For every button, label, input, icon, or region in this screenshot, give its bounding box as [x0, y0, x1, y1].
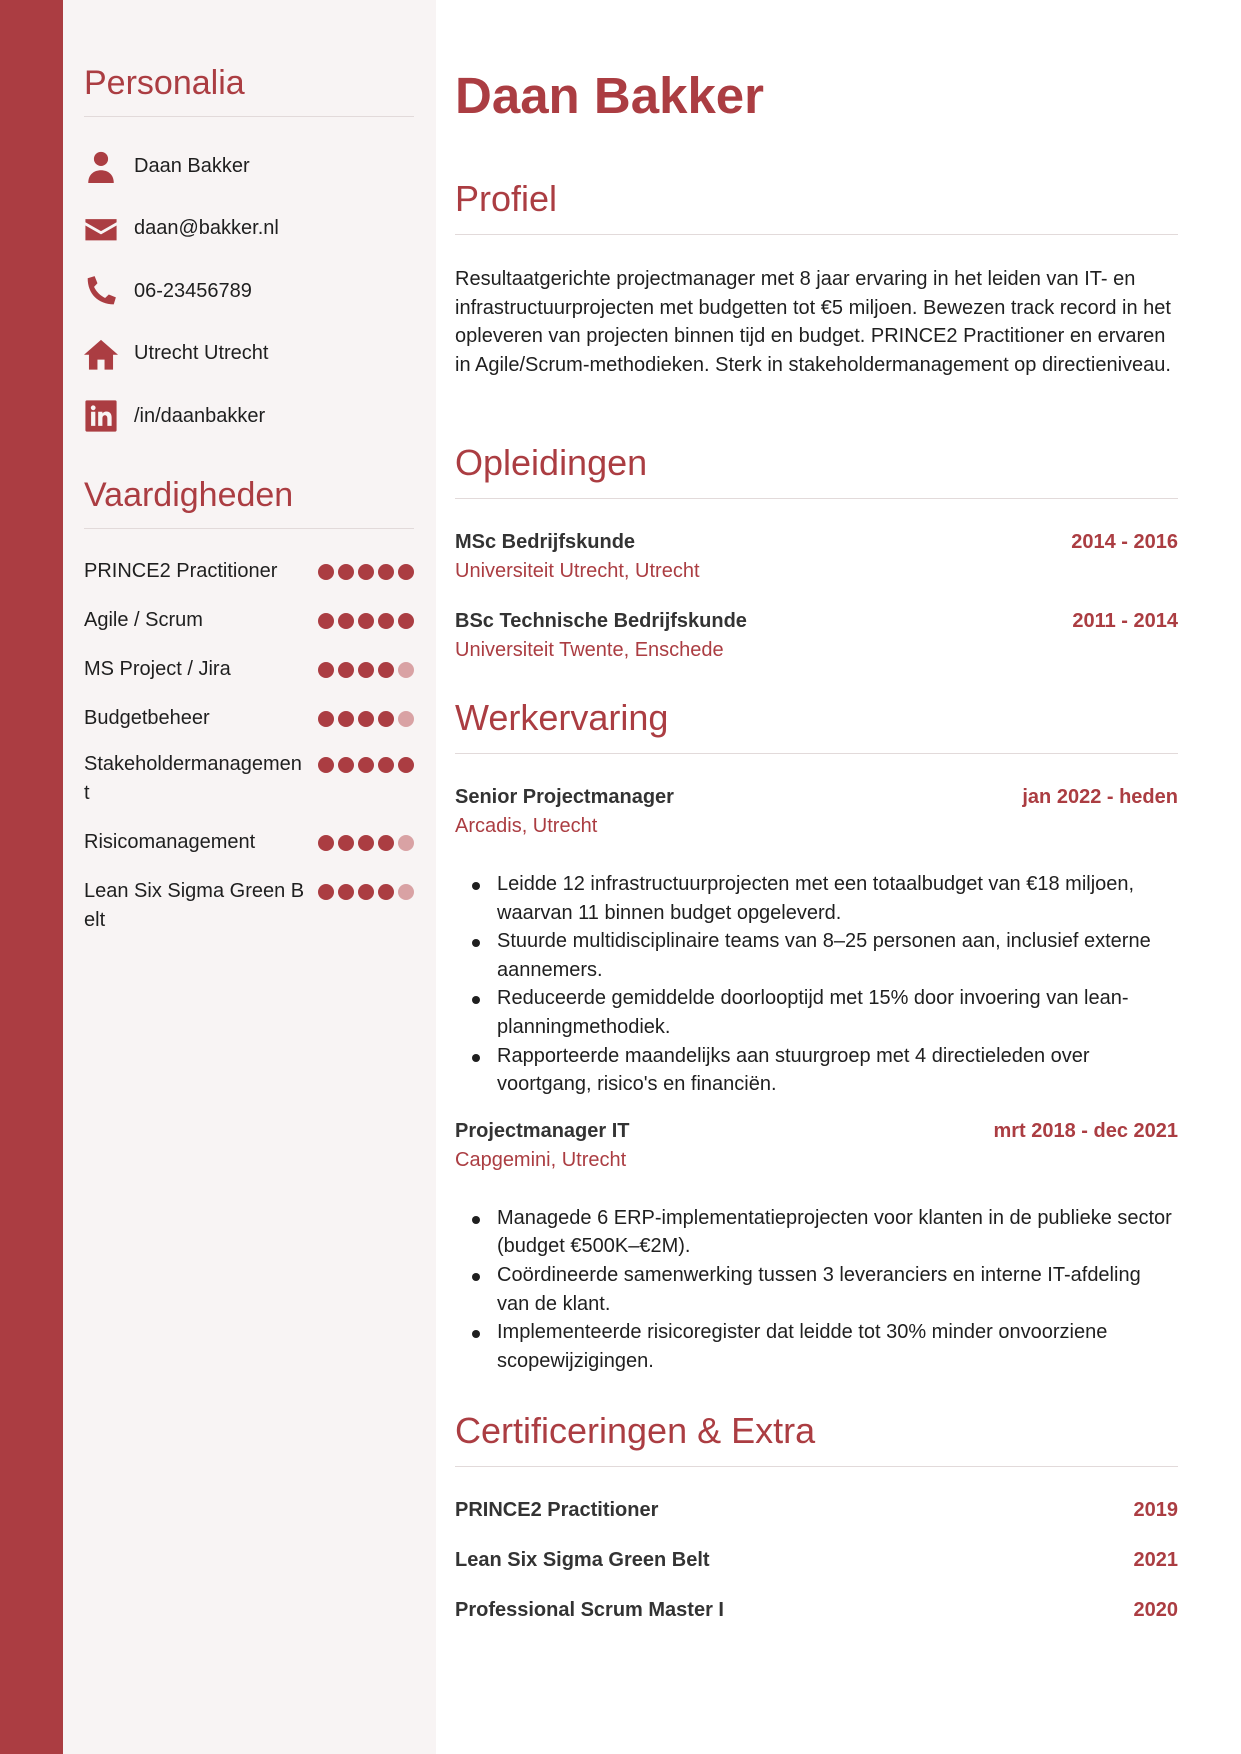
rating-dot-filled: [338, 757, 354, 773]
rating-dot-filled: [338, 835, 354, 851]
rating-dot-filled: [318, 613, 334, 629]
contact-phone-text: 06-23456789: [134, 279, 252, 302]
certification-year: 2019: [1133, 1499, 1178, 1521]
certification-year: 2020: [1133, 1599, 1178, 1621]
profile-section: [455, 178, 1178, 379]
job-dates: mrt 2018 - dec 2021: [993, 1119, 1178, 1142]
envelope-icon: [84, 212, 118, 246]
personal-heading: Personalia: [84, 64, 245, 102]
rating-dot-filled: [338, 711, 354, 727]
skill-row: [84, 655, 414, 684]
contact-list: [84, 135, 414, 448]
certification-name: Lean Six Sigma Green Belt: [455, 1549, 710, 1571]
education-entry: [455, 531, 1178, 583]
rating-dot-filled: [318, 835, 334, 851]
experience-entry: [455, 786, 1178, 1099]
achievement-item: Leidde 12 infrastructuurprojecten met een totaalbudget van €18 miljoen, waarvan 11 binnen budget opgeleverd.: [455, 870, 1178, 927]
rating-dot-filled: [378, 757, 394, 773]
profile-text: Resultaatgerichte projectmanager met 8 jaar ervaring in het leiden van IT- en infrastructuurprojecten met budgetten tot €5 miljoen. Bewezen track record in het opleveren van projecten binnen tijd en budget. PRINCE2 Practitioner en ervaren in Agile/Scrum-methodieken. Sterk in stakeholdermanagement op directieniveau.: [455, 268, 1171, 376]
rating-dot-filled: [358, 711, 374, 727]
skills-list: [84, 557, 414, 935]
skill-rating: [318, 557, 414, 580]
skill-name: Stakeholdermanagement: [84, 753, 302, 804]
rating-dot-filled: [338, 662, 354, 678]
personal-divider: [84, 116, 414, 117]
contact-name-text: Daan Bakker: [134, 154, 250, 177]
skill-name: Lean Six Sigma Green Belt: [84, 880, 305, 931]
profile-divider: [455, 234, 1178, 235]
skill-row: [84, 828, 414, 857]
job-employer: Arcadis, Utrecht: [455, 815, 598, 837]
skill-rating: [318, 606, 414, 629]
skill-rating: [318, 704, 414, 727]
personal-section: [84, 64, 414, 448]
contact-linkedin[interactable]: [84, 385, 414, 448]
skills-section: [84, 476, 414, 935]
user-icon: [84, 149, 118, 183]
education-degree: MSc Bedrijfskunde: [455, 531, 636, 553]
experience-entry: [455, 1120, 1178, 1376]
certification-item: [455, 1599, 1178, 1649]
certifications-heading: Certificeringen & Extra: [455, 1410, 816, 1451]
rating-dot-empty: [398, 884, 414, 900]
rating-dot-filled: [398, 757, 414, 773]
contact-name: [84, 135, 414, 198]
job-dates: jan 2022 - heden: [1022, 786, 1178, 808]
rating-dot-filled: [378, 662, 394, 678]
rating-dot-filled: [338, 884, 354, 900]
achievement-item: Managede 6 ERP-implementatieprojecten voor klanten in de publieke sector (budget €500K–€2M).: [455, 1204, 1178, 1261]
rating-dot-filled: [378, 613, 394, 629]
rating-dot-filled: [358, 884, 374, 900]
skill-row: [84, 877, 414, 935]
home-icon: [84, 337, 118, 371]
job-employer: Capgemini, Utrecht: [455, 1148, 627, 1171]
rating-dot-filled: [378, 884, 394, 900]
rating-dot-filled: [318, 884, 334, 900]
rating-dot-empty: [398, 662, 414, 678]
job-title: Projectmanager IT: [455, 1119, 630, 1142]
education-institution: Universiteit Twente, Enschede: [455, 639, 724, 661]
profile-heading: Profiel: [455, 178, 558, 219]
education-entry: [455, 610, 1178, 662]
skills-heading: Vaardigheden: [84, 476, 294, 514]
certification-year: 2021: [1133, 1549, 1178, 1571]
experience-section: [455, 697, 1178, 1375]
skill-rating: [318, 877, 414, 900]
rating-dot-filled: [358, 564, 374, 580]
rating-dot-filled: [378, 564, 394, 580]
achievement-item: Implementeerde risicoregister dat leidde tot 30% minder onvoorziene scopewijzigingen.: [455, 1318, 1178, 1375]
skill-name: Budgetbeheer: [84, 707, 210, 729]
education-degree: BSc Technische Bedrijfskunde: [455, 610, 747, 632]
certification-name: Professional Scrum Master I: [455, 1599, 724, 1621]
achievement-item: Coördineerde samenwerking tussen 3 leveranciers en interne IT-afdeling van de klant.: [455, 1261, 1178, 1318]
skill-name: Risicomanagement: [84, 831, 256, 853]
certification-item: [455, 1549, 1178, 1599]
contact-email-text: daan@bakker.nl: [134, 217, 279, 240]
phone-icon: [84, 274, 118, 308]
rating-dot-filled: [358, 662, 374, 678]
education-section: [455, 442, 1178, 662]
certifications-section: [455, 1410, 1178, 1649]
skill-name: MS Project / Jira: [84, 658, 231, 680]
education-heading: Opleidingen: [455, 442, 648, 483]
achievement-item: Reduceerde gemiddelde doorlooptijd met 15% door invoering van lean-planningmethodiek.: [455, 984, 1178, 1041]
job-title: Senior Projectmanager: [455, 786, 674, 808]
rating-dot-filled: [398, 564, 414, 580]
rating-dot-filled: [318, 662, 334, 678]
education-dates: 2011 - 2014: [1072, 610, 1178, 632]
skill-row: [84, 557, 414, 586]
rating-dot-filled: [318, 564, 334, 580]
rating-dot-filled: [358, 835, 374, 851]
contact-location: [84, 323, 414, 386]
certification-name: PRINCE2 Practitioner: [455, 1499, 659, 1521]
job-achievements: [455, 1204, 1178, 1376]
contact-location-text: Utrecht Utrecht: [134, 342, 269, 365]
rating-dot-filled: [398, 613, 414, 629]
contact-email[interactable]: [84, 198, 414, 261]
certifications-divider: [455, 1466, 1178, 1467]
education-institution: Universiteit Utrecht, Utrecht: [455, 560, 700, 582]
person-name: Daan Bakker: [455, 67, 765, 124]
skill-rating: [318, 655, 414, 678]
skill-row: [84, 704, 414, 733]
rating-dot-filled: [378, 711, 394, 727]
achievement-item: Rapporteerde maandelijks aan stuurgroep met 4 directieleden over voortgang, risico's en financiën.: [455, 1042, 1178, 1099]
skill-row: [84, 750, 414, 808]
rating-dot-filled: [358, 613, 374, 629]
rating-dot-filled: [378, 835, 394, 851]
accent-strip: [0, 0, 63, 1754]
education-divider: [455, 498, 1178, 499]
experience-divider: [455, 753, 1178, 754]
skill-row: [84, 606, 414, 635]
skill-name: PRINCE2 Practitioner: [84, 560, 278, 582]
skill-rating: [318, 750, 414, 773]
job-achievements: [455, 870, 1178, 1099]
rating-dot-filled: [318, 711, 334, 727]
certification-item: [455, 1499, 1178, 1549]
rating-dot-empty: [398, 711, 414, 727]
rating-dot-empty: [398, 835, 414, 851]
skill-name: Agile / Scrum: [84, 609, 203, 631]
rating-dot-filled: [338, 564, 354, 580]
contact-linkedin-text: /in/daanbakker: [134, 404, 266, 427]
rating-dot-filled: [358, 757, 374, 773]
certifications-list: [455, 1499, 1178, 1649]
contact-phone[interactable]: [84, 260, 414, 323]
skill-rating: [318, 828, 414, 851]
experience-heading: Werkervaring: [455, 697, 669, 738]
education-dates: 2014 - 2016: [1071, 531, 1178, 553]
achievement-item: Stuurde multidisciplinaire teams van 8–25 personen aan, inclusief externe aannemers.: [455, 927, 1178, 984]
linkedin-icon: [84, 399, 118, 433]
skills-divider: [84, 528, 414, 529]
rating-dot-filled: [338, 613, 354, 629]
rating-dot-filled: [318, 757, 334, 773]
